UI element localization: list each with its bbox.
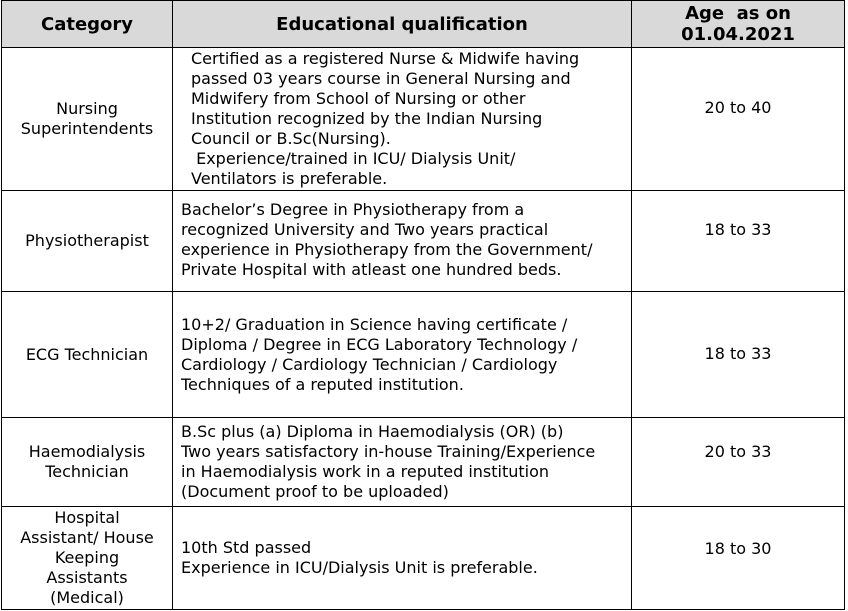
qualification-line: 10+2/ Graduation in Science having certificate /: [181, 314, 568, 334]
qualification-line: 10th Std passed: [181, 538, 312, 557]
qualification-line: Ventilators is preferable.: [191, 169, 388, 188]
qualification-line: Cardiology / Cardiology Technician / Cardiology: [181, 354, 558, 374]
table-row: [2, 292, 845, 418]
category-line: Technician: [45, 462, 129, 481]
category-line: Superintendents: [20, 119, 154, 138]
age-range: 18 to 33: [704, 220, 772, 239]
age-cell: [632, 48, 845, 191]
age-cell: [632, 191, 845, 292]
age-cell: [632, 507, 845, 610]
header-age-line2: 01.04.2021: [681, 24, 795, 45]
header-category: Category: [2, 1, 173, 48]
qualification-cell: [173, 418, 632, 507]
category-line: Haemodialysis: [28, 442, 146, 461]
qualification-cell: [173, 507, 632, 610]
category-line: ECG Technician: [25, 344, 149, 364]
category-line: Keeping: [54, 548, 120, 567]
qualification-table: [1, 0, 845, 610]
category-line: (Medical): [50, 588, 124, 607]
header-age-line1: Age as on: [685, 3, 791, 24]
qualification-line: Institution recognized by the Indian Nursing: [191, 109, 543, 128]
category-line: Hospital: [54, 508, 120, 527]
age-range: 20 to 40: [704, 98, 772, 117]
qualification-cell: [173, 292, 632, 418]
qualification-line: (Document proof to be uploaded): [181, 482, 449, 501]
age-cell: [632, 292, 845, 418]
table-row: [2, 418, 845, 507]
qualification-line: Council or B.Sc(Nursing).: [191, 129, 391, 148]
qualification-line: B.Sc plus (a) Diploma in Haemodialysis (OR) (b): [181, 422, 564, 441]
category-cell: [2, 507, 173, 610]
category-line: Physiotherapist: [25, 231, 149, 250]
qualification-line: Two years satisfactory in-house Training/Experience: [181, 442, 596, 461]
age-range: 20 to 33: [704, 442, 772, 461]
qualification-line: Certified as a registered Nurse & Midwife having: [191, 49, 580, 68]
qualification-line: Experience/trained in ICU/ Dialysis Unit/: [191, 149, 516, 168]
category-cell: [2, 418, 173, 507]
age-range: 18 to 30: [704, 539, 772, 558]
table-row: [2, 48, 845, 191]
header-row: [2, 1, 845, 48]
category-cell: [2, 191, 173, 292]
table-row: [2, 507, 845, 610]
category-line: Assistant/ House: [20, 528, 154, 547]
qualification-line: Techniques of a reputed institution.: [181, 374, 464, 394]
qualification-line: Bachelor’s Degree in Physiotherapy from a: [181, 200, 525, 219]
table-row: [2, 191, 845, 292]
category-line: Assistants: [46, 568, 128, 587]
qualification-line: Private Hospital with atleast one hundred beds.: [181, 260, 562, 279]
category-cell: [2, 292, 173, 418]
qualification-line: Experience in ICU/Dialysis Unit is preferable.: [181, 558, 538, 577]
age-cell: [632, 418, 845, 507]
header-age: [632, 1, 845, 48]
category-line: Nursing: [56, 99, 118, 118]
qualification-cell: [173, 191, 632, 292]
qualification-cell: [173, 48, 632, 191]
age-range: 18 to 33: [704, 344, 772, 363]
qualification-line: in Haemodialysis work in a reputed institution: [181, 462, 550, 481]
category-cell: [2, 48, 173, 191]
qualification-line: recognized University and Two years practical: [181, 220, 549, 239]
qualification-line: experience in Physiotherapy from the Government/: [181, 240, 593, 259]
qualification-line: passed 03 years course in General Nursing and: [191, 69, 571, 88]
qualification-line: Midwifery from School of Nursing or other: [191, 89, 526, 108]
header-qualification: Educational qualification: [173, 1, 632, 48]
qualification-line: Diploma / Degree in ECG Laboratory Technology /: [181, 334, 578, 354]
